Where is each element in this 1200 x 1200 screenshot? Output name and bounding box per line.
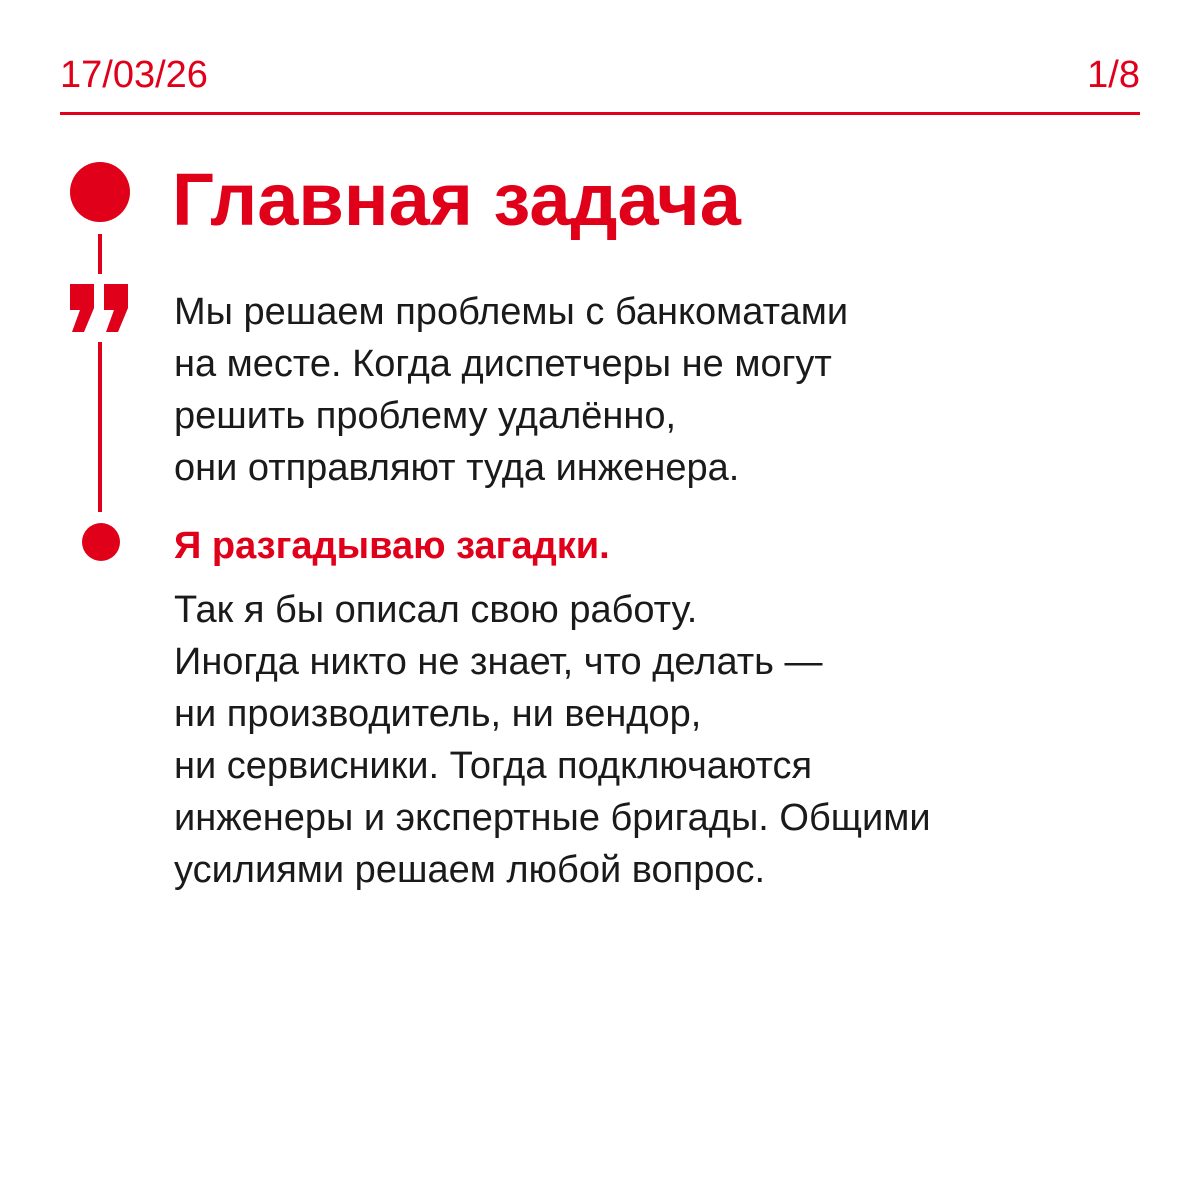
header bbox=[60, 55, 1140, 95]
intro-line: на месте. Когда диспетчеры не могут bbox=[174, 343, 832, 385]
body-line: Так я бы описал свою работу. bbox=[174, 589, 698, 631]
intro-paragraph bbox=[174, 286, 848, 494]
timeline-dot-small bbox=[82, 523, 120, 561]
timeline-line-bottom bbox=[98, 342, 102, 512]
body-line: усилиями решаем любой вопрос. bbox=[174, 849, 766, 891]
body-line: ни производитель, ни вендор, bbox=[174, 693, 702, 735]
timeline-line-top bbox=[98, 234, 102, 274]
body-line: Иногда никто не знает, что делать — bbox=[174, 641, 823, 683]
header-divider bbox=[60, 112, 1140, 115]
page-title: Главная задача bbox=[172, 158, 741, 241]
body-line: инженеры и экспертные бригады. Общими bbox=[174, 797, 931, 839]
intro-line: решить проблему удалённо, bbox=[174, 395, 677, 437]
subheading: Я разгадываю загадки. bbox=[174, 525, 610, 567]
body-line: ни сервисники. Тогда подключаются bbox=[174, 745, 813, 787]
timeline-dot-large bbox=[70, 162, 130, 222]
intro-line: они отправляют туда инженера. bbox=[174, 447, 740, 489]
closing-quote-icon bbox=[68, 282, 132, 339]
intro-line: Мы решаем проблемы с банкоматами bbox=[174, 291, 849, 333]
page-counter: 1/8 bbox=[1087, 54, 1140, 96]
date-label: 17/03/26 bbox=[60, 54, 208, 96]
body-paragraph bbox=[174, 584, 931, 896]
